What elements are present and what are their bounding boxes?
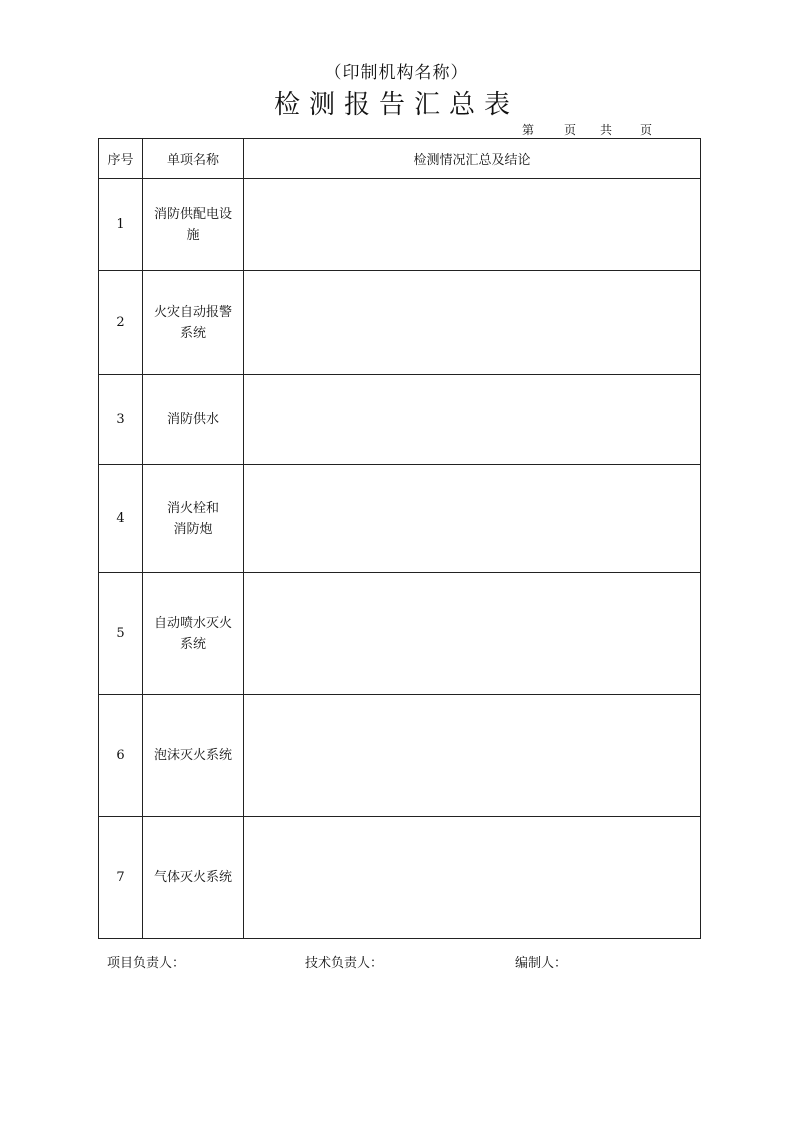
table-row — [99, 179, 701, 271]
row-item-name — [143, 179, 244, 271]
item-name-text: 消防供水 — [166, 412, 219, 427]
row-result-cell[interactable] — [244, 465, 701, 573]
item-name-text: 自动喷水灭火系统 — [153, 615, 232, 652]
row-number: 5 — [99, 573, 143, 695]
row-result-cell[interactable] — [244, 573, 701, 695]
row-item-name — [143, 695, 244, 817]
summary-table — [98, 138, 701, 939]
compiler-label: 编制人： — [515, 956, 568, 971]
row-result-cell[interactable] — [244, 179, 701, 271]
item-name-text: 气体灭火系统 — [153, 870, 232, 885]
row-number: 6 — [99, 695, 143, 817]
row-item-name — [143, 465, 244, 573]
page-label-gong: 共 — [600, 123, 613, 137]
doc-title: 检测报告汇总表 — [273, 90, 519, 120]
row-result-cell[interactable] — [244, 817, 701, 939]
row-number: 4 — [99, 465, 143, 573]
header-item-name: 单项名称 — [143, 139, 244, 179]
table-row — [99, 465, 701, 573]
page-indicator — [522, 121, 660, 138]
page-label-ye: 页 — [564, 123, 577, 137]
row-number: 3 — [99, 375, 143, 465]
row-result-cell[interactable] — [244, 271, 701, 375]
item-name-text: 泡沫灭火系统 — [153, 748, 232, 763]
row-result-cell[interactable] — [244, 695, 701, 817]
header-result-summary: 检测情况汇总及结论 — [244, 139, 701, 179]
page-label-ye-total: 页 — [640, 123, 653, 137]
item-name-text: 火灾自动报警系统 — [153, 304, 232, 341]
table-header-row — [99, 139, 701, 179]
row-result-cell[interactable] — [244, 375, 701, 465]
page-label-di: 第 — [522, 123, 535, 137]
org-name: （印制机构名称） — [324, 63, 469, 83]
table-row — [99, 271, 701, 375]
item-name-text: 消火栓和消防炮 — [166, 500, 219, 537]
row-item-name — [143, 817, 244, 939]
table-row — [99, 573, 701, 695]
table-row — [99, 375, 701, 465]
table-row — [99, 817, 701, 939]
row-item-name — [143, 375, 244, 465]
table-row — [99, 695, 701, 817]
row-number: 7 — [99, 817, 143, 939]
item-name-text: 消防供配电设施 — [153, 206, 232, 243]
header-serial-number: 序号 — [99, 139, 143, 179]
row-number: 2 — [99, 271, 143, 375]
row-item-name — [143, 573, 244, 695]
project-lead-label: 项目负责人： — [107, 956, 186, 971]
technical-lead-label: 技术负责人： — [305, 956, 384, 971]
row-item-name — [143, 271, 244, 375]
row-number: 1 — [99, 179, 143, 271]
